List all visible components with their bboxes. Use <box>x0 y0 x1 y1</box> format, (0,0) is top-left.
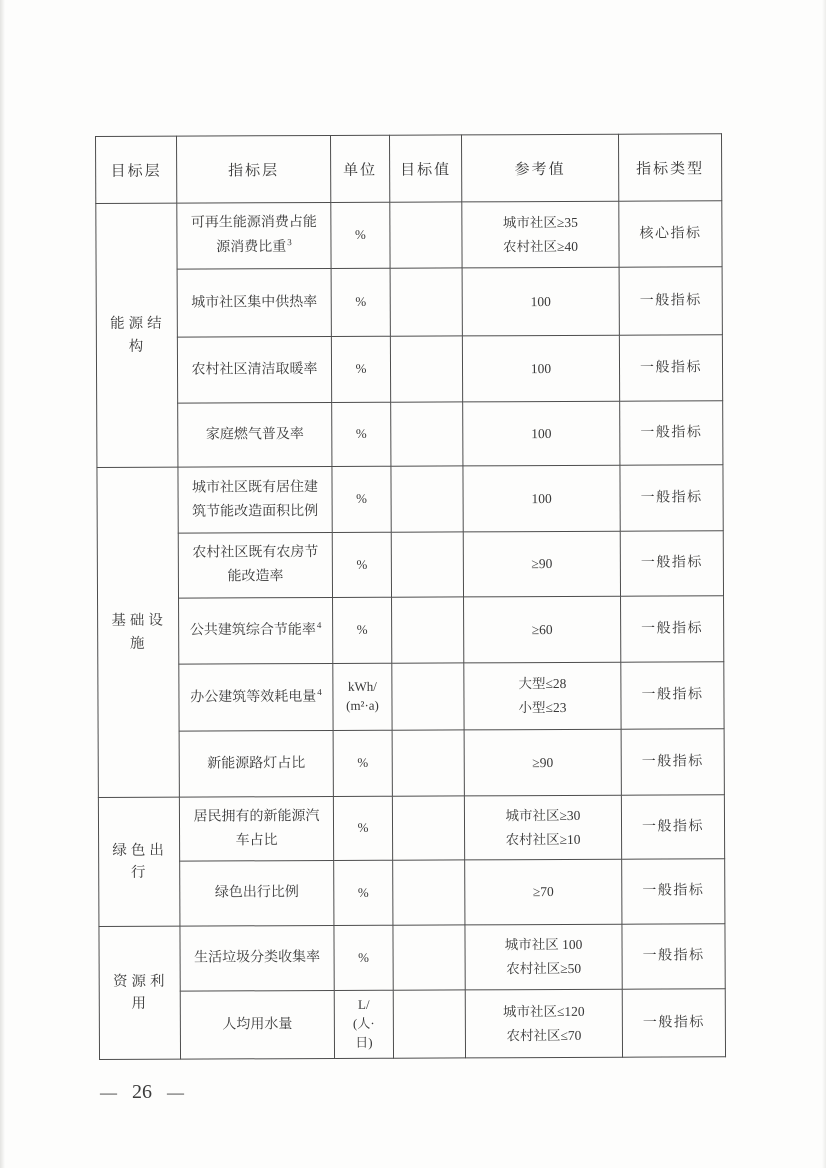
header-target-value: 目标值 <box>389 135 461 202</box>
indicator-table <box>95 133 726 1060</box>
target-value-cell <box>392 663 464 730</box>
target-value-cell <box>393 990 465 1058</box>
indicator-cell: 人均用水量 <box>180 990 334 1059</box>
indicator-type-cell: 一般指标 <box>621 795 724 859</box>
indicator-table-wrap <box>95 133 726 1060</box>
unit-cell: kWh/ (m²·a) <box>333 663 392 730</box>
indicator-type-cell: 一般指标 <box>620 401 723 465</box>
unit-cell: % <box>333 796 392 860</box>
page-footer <box>100 1081 184 1104</box>
target-value-cell <box>392 730 464 796</box>
group-cell: 基础设施 <box>97 467 179 797</box>
table-row <box>98 596 724 665</box>
unit-cell: % <box>331 202 390 268</box>
indicator-type-cell: 一般指标 <box>619 335 722 401</box>
group-cell: 能源结构 <box>96 203 178 467</box>
header-target-layer: 目标层 <box>96 136 177 203</box>
reference-value-cell: 100 <box>463 401 620 466</box>
target-value-cell <box>393 860 465 925</box>
table-row <box>97 465 723 534</box>
header-indicator-type: 指标类型 <box>618 134 721 201</box>
header-reference-value: 参考值 <box>461 134 618 202</box>
footer-dash-right: — <box>167 1082 184 1102</box>
unit-cell: L/ (人· 日) <box>334 990 393 1058</box>
table-row <box>96 267 722 338</box>
header-row <box>96 134 722 204</box>
target-value-cell <box>391 402 463 466</box>
indicator-type-cell: 一般指标 <box>622 924 725 989</box>
indicator-cell: 办公建筑等效耗电量$^4$ <box>179 663 333 731</box>
unit-cell: % <box>331 268 390 336</box>
reference-value-cell: ≥90 <box>463 531 620 597</box>
unit-cell: % <box>333 730 392 796</box>
table-row <box>99 859 725 927</box>
table-row <box>97 531 723 599</box>
header-indicator-layer: 指标层 <box>177 135 331 203</box>
unit-cell: % <box>334 860 393 925</box>
indicator-type-cell: 一般指标 <box>621 729 724 795</box>
unit-cell: % <box>332 532 391 597</box>
indicator-type-cell: 一般指标 <box>622 989 725 1057</box>
reference-value-cell: 城市社区≥30 农村社区≥10 <box>464 795 621 860</box>
reference-value-cell: 城市社区≤120 农村社区≤70 <box>465 989 622 1058</box>
footnote-superscript: 3 <box>287 237 292 248</box>
target-value-cell <box>393 925 465 990</box>
target-value-cell <box>390 336 462 402</box>
target-value-cell <box>390 268 462 336</box>
indicator-cell: 城市社区集中供热率 <box>177 268 331 337</box>
indicator-type-cell: 一般指标 <box>621 596 724 662</box>
header-unit: 单位 <box>330 135 389 202</box>
reference-value-cell: ≥90 <box>464 729 621 796</box>
indicator-cell: 公共建筑综合节能率$^4$ <box>179 597 333 664</box>
table-row <box>97 401 723 468</box>
indicator-cell: 绿色出行比例 <box>180 860 334 926</box>
group-cell: 资源利用 <box>99 926 181 1059</box>
indicator-type-cell: 一般指标 <box>619 267 722 335</box>
footer-dash-left: — <box>100 1082 117 1102</box>
indicator-cell: 可再生能源消费占能源消费比重$^3$ <box>177 202 331 269</box>
indicator-type-cell: 一般指标 <box>620 465 723 531</box>
target-value-cell <box>391 466 463 532</box>
indicator-type-cell: 一般指标 <box>622 859 725 924</box>
table-row <box>99 989 725 1060</box>
target-value-cell <box>390 202 462 268</box>
indicator-cell: 城市社区既有居住建筑节能改造面积比例 <box>178 466 332 533</box>
indicator-cell: 生活垃圾分类收集率 <box>180 925 334 991</box>
reference-value-cell: ≥60 <box>464 596 621 663</box>
table-row <box>96 201 722 270</box>
page-number: 26 <box>132 1081 152 1103</box>
target-value-cell <box>392 597 464 663</box>
table-row <box>98 662 724 732</box>
reference-value-cell: 大型≤28 小型≤23 <box>464 662 621 730</box>
table-body <box>96 201 726 1060</box>
unit-cell: % <box>333 597 392 663</box>
indicator-cell: 居民拥有的新能源汽车占比 <box>179 796 333 861</box>
reference-value-cell: 100 <box>463 465 620 532</box>
target-value-cell <box>391 532 463 597</box>
unit-cell: % <box>332 402 391 466</box>
table-row <box>98 795 724 862</box>
indicator-cell: 家庭燃气普及率 <box>178 402 332 467</box>
footnote-superscript: 4 <box>316 620 322 631</box>
footnote-superscript: 4 <box>317 686 322 697</box>
indicator-type-cell: 核心指标 <box>619 201 722 267</box>
reference-value-cell: 城市社区 100 农村社区≥50 <box>465 924 622 990</box>
table-row <box>98 729 724 798</box>
reference-value-cell: 100 <box>462 267 619 336</box>
group-cell: 绿色出行 <box>98 797 180 926</box>
reference-value-cell: 100 <box>462 335 619 402</box>
unit-cell: % <box>331 336 390 402</box>
indicator-type-cell: 一般指标 <box>621 662 724 729</box>
target-value-cell <box>392 796 464 860</box>
indicator-type-cell: 一般指标 <box>620 531 723 596</box>
unit-cell: % <box>334 925 393 990</box>
unit-cell: % <box>332 466 391 532</box>
reference-value-cell: 城市社区≥35 农村社区≥40 <box>462 201 619 268</box>
reference-value-cell: ≥70 <box>465 859 622 925</box>
table-row <box>96 335 722 404</box>
table-row <box>99 924 725 992</box>
indicator-cell: 农村社区清洁取暖率 <box>177 336 331 403</box>
indicator-cell: 新能源路灯占比 <box>179 730 333 797</box>
indicator-cell: 农村社区既有农房节能改造率 <box>178 532 332 598</box>
